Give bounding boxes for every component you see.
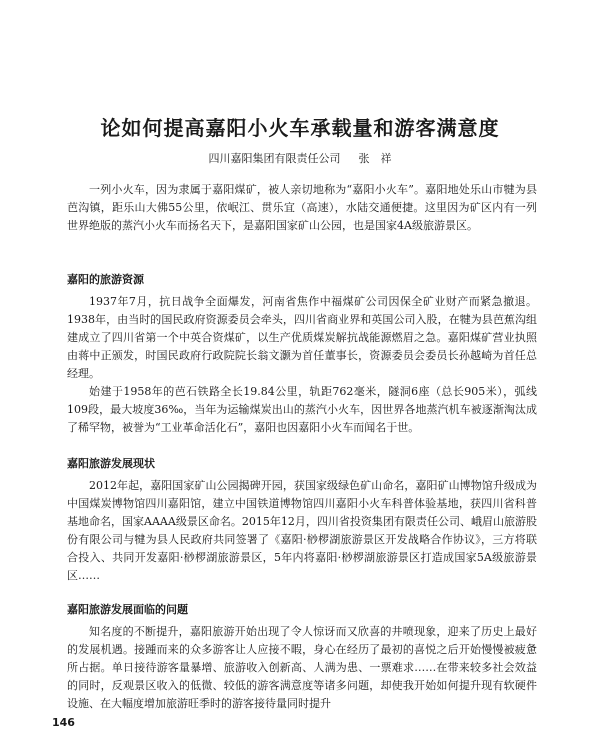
byline	[0, 150, 600, 166]
section-heading: 嘉阳旅游发展面临的问题	[67, 603, 188, 616]
author-name: 张 祥	[358, 152, 392, 165]
section-heading: 嘉阳旅游发展现状	[67, 457, 155, 470]
body-paragraph: 1937年7月，抗日战争全面爆发，河南省焦作中福煤矿公司因保全矿业财产而紧急撤退。1938年，由当时的国民政府资源委员会牵头，四川省商业界和英国公司入股，在犍为县芭蕉沟组建成立了四川省第一个中英合资煤矿，以生产优质煤炭解抗战能源燃眉之急。嘉阳煤矿营业执照由蒋中正颁发，时国民政府行政院院长翁文灏为首任董事长，资源委员会委员长孙越崎为首任总经理。	[67, 295, 537, 380]
author-affiliation: 四川嘉阳集团有限责任公司	[208, 152, 341, 165]
body-paragraph: 知名度的不断提升，嘉阳旅游开始出现了令人惊讶而又欣喜的井喷现象，迎来了历史上最好的发展机遇。接踵而来的众多游客让人应接不暇，身心在经历了最初的喜悦之后开始慢慢被疲惫所占据。单日接待游客量暴增、旅游收入创新高、人满为患、一票难求……在带来较多社会效益的同时，反观景区收入的低微、较低的游客满意度等诸多问题，却使我开始如何提升现有软硬件设施、在大幅度增加旅游旺季时的游客接待量同时提升	[67, 625, 537, 710]
intro-paragraph: 一列小火车，因为隶属于嘉阳煤矿，被人亲切地称为“嘉阳小火车”。嘉阳地处乐山市犍为县芭沟镇，距乐山大佛55公里，依岷江、贯乐宜（高速），水陆交通便捷。这里因为矿区内有一列世界绝版的蒸汽小火车而扬名天下，是嘉阳国家矿山公园，也是国家4A级旅游景区。	[67, 183, 537, 232]
body-paragraph: 始建于1958年的芭石铁路全长19.84公里，轨距762毫米，隧洞6座（总长905米），弧线109段，最大坡度36‰，当年为运输煤炭出山的蒸汽小火车，因世界各地蒸汽机车被逐渐淘汰成了稀罕物，被誉为“工业革命活化石”，嘉阳也因嘉阳小火车而闻名于世。	[67, 385, 537, 434]
section-heading: 嘉阳的旅游资源	[67, 273, 144, 286]
page-number: 146	[52, 716, 75, 729]
article-title: 论如何提高嘉阳小火车承载量和游客满意度	[100, 116, 500, 140]
body-paragraph: 2012年起，嘉阳国家矿山公园揭碑开园，获国家级绿色矿山命名，嘉阳矿山博物馆升级成为中国煤炭博物馆四川嘉阳馆，建立中国铁道博物馆四川嘉阳小火车科普体验基地，获四川省科普基地命名，国家AAAA级景区命名。2015年12月，四川省投资集团有限责任公司、峨眉山旅游股份有限公司与犍为县人民政府共同签署了《嘉阳·桫椤湖旅游景区开发战略合作协议》，三方将联合投入、共同开发嘉阳·桫椤湖旅游景区，5年内将嘉阳·桫椤湖旅游景区打造成国家5A级旅游景区……	[67, 479, 537, 582]
